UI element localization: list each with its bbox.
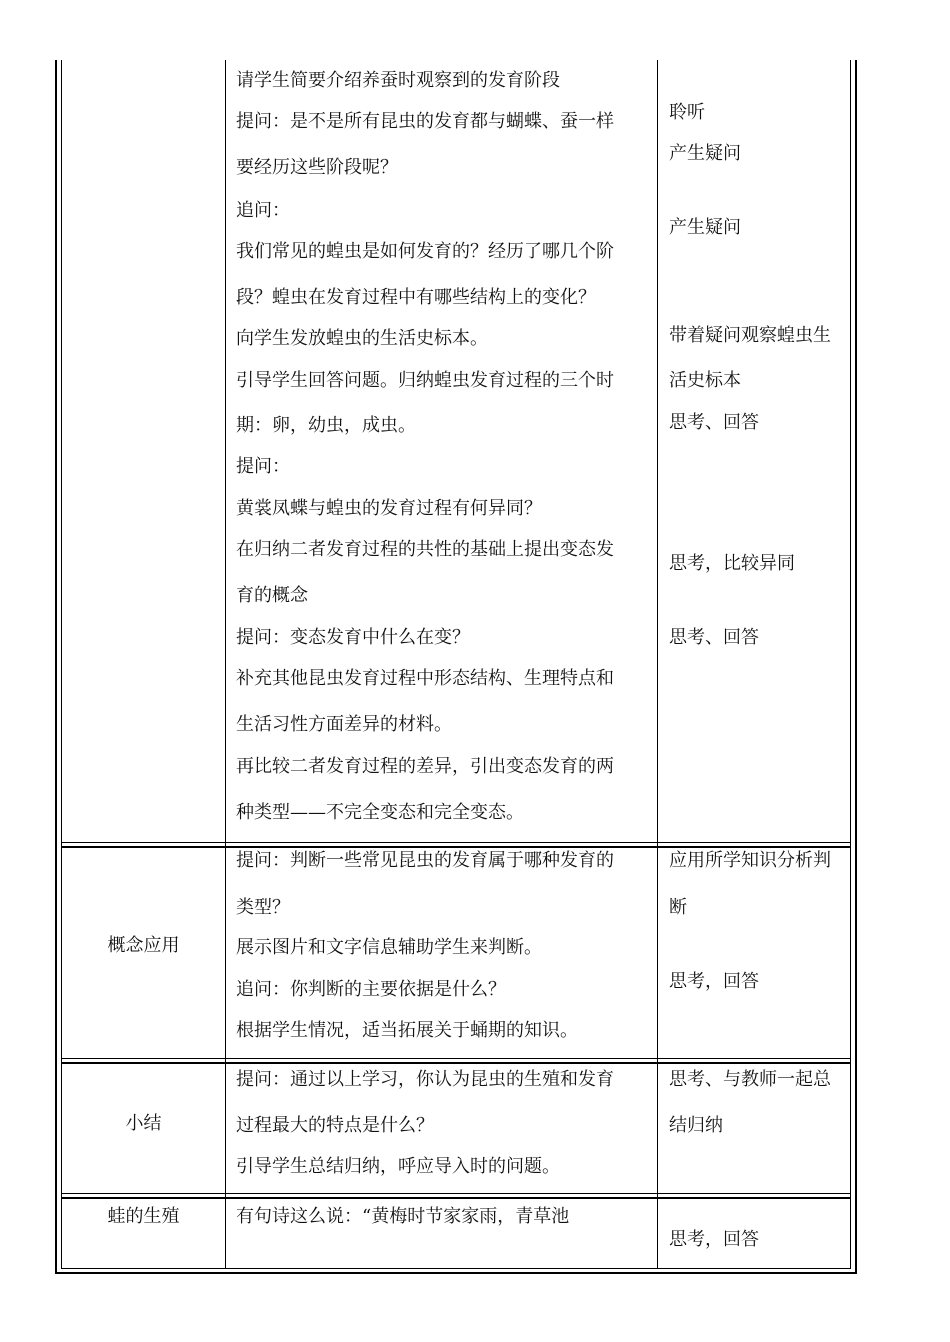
column-divider-2 <box>657 60 658 1269</box>
row1-student-line-5: 活史标本 <box>669 370 741 391</box>
row1-teacher-line-8: 引导学生回答问题。归纳蝗虫发育过程的三个时 <box>236 370 614 391</box>
row4-student-activities <box>669 0 849 1268</box>
row3-student-line-2: 结归纳 <box>669 1115 723 1136</box>
row2-student-line-3: 思考，回答 <box>669 971 759 992</box>
row1-teacher-line-9: 期：卵，幼虫，成虫。 <box>236 415 416 436</box>
table-border-left-outer <box>55 60 57 1274</box>
row2-teacher-line-3: 展示图片和文字信息辅助学生来判断。 <box>236 937 542 958</box>
row1-teacher-line-10: 提问： <box>236 456 290 477</box>
row1-teacher-line-7: 向学生发放蝗虫的生活史标本。 <box>236 328 488 349</box>
row3-teacher-line-3: 引导学生总结归纳，呼应导入时的问题。 <box>236 1156 560 1177</box>
row1-teacher-line-12: 在归纳二者发育过程的共性的基础上提出变态发 <box>236 539 614 560</box>
row1-student-line-1: 聆听 <box>669 102 705 123</box>
table-border-bottom-inner <box>61 1268 851 1269</box>
table-border-right-outer <box>855 60 857 1274</box>
row1-student-line-7: 思考，比较异同 <box>669 553 795 574</box>
row1-teacher-line-4: 追问： <box>236 200 290 221</box>
row1-teacher-line-16: 生活习性方面差异的材料。 <box>236 714 452 735</box>
row3-teacher-line-1: 提问：通过以上学习，你认为昆虫的生殖和发育 <box>236 1069 614 1090</box>
row1-teacher-line-18: 种类型——不完全变态和完全变态。 <box>236 802 524 823</box>
row1-teacher-line-5: 我们常见的蝗虫是如何发育的？经历了哪几个阶 <box>236 241 614 262</box>
row2-stage-label: 概念应用 <box>107 935 180 956</box>
row1-teacher-line-2: 提问：是不是所有昆虫的发育都与蝴蝶、蚕一样 <box>236 111 614 132</box>
row1-teacher-line-15: 补充其他昆虫发育过程中形态结构、生理特点和 <box>236 668 614 689</box>
row1-teacher-line-1: 请学生简要介绍养蚕时观察到的发育阶段 <box>236 70 560 91</box>
row1-student-line-8: 思考、回答 <box>669 627 759 648</box>
row2-teacher-line-5: 根据学生情况，适当拓展关于蛹期的知识。 <box>236 1020 578 1041</box>
row4-student-line-1: 思考，回答 <box>669 1229 759 1250</box>
table-border-bottom-outer <box>55 1272 857 1274</box>
row1-teacher-line-17: 再比较二者发育过程的差异，引出变态发育的两 <box>236 756 614 777</box>
row1-teacher-line-14: 提问：变态发育中什么在变？ <box>236 627 470 648</box>
row2-teacher-line-2: 类型？ <box>236 897 290 918</box>
row2-student-line-2: 断 <box>669 897 687 918</box>
table-border-right-inner <box>850 60 851 1269</box>
table-border-left-inner <box>61 60 62 1269</box>
row4-stage-label: 蛙的生殖 <box>107 1206 180 1227</box>
row1-student-line-3: 产生疑问 <box>669 217 741 238</box>
row2-student-line-1: 应用所学知识分析判 <box>669 850 831 871</box>
row1-student-line-6: 思考、回答 <box>669 412 759 433</box>
row3-stage-label: 小结 <box>125 1113 162 1134</box>
row1-teacher-line-3: 要经历这些阶段呢？ <box>236 157 398 178</box>
row2-teacher-line-4: 追问：你判断的主要依据是什么？ <box>236 979 506 1000</box>
row4-teacher-line-1: 有句诗这么说：“黄梅时节家家雨，青草池 <box>236 1206 570 1227</box>
row1-student-line-2: 产生疑问 <box>669 143 741 164</box>
row3-teacher-line-2: 过程最大的特点是什么？ <box>236 1115 434 1136</box>
row1-teacher-line-6: 段？蝗虫在发育过程中有哪些结构上的变化？ <box>236 287 596 308</box>
row3-student-line-1: 思考、与教师一起总 <box>669 1069 831 1090</box>
row2-teacher-line-1: 提问：判断一些常见昆虫的发育属于哪种发育的 <box>236 850 614 871</box>
row1-teacher-line-11: 黄裳凤蝶与蝗虫的发育过程有何异同？ <box>236 498 542 519</box>
row1-teacher-line-13: 育的概念 <box>236 585 308 606</box>
column-divider-1 <box>225 60 226 1269</box>
row1-student-line-4: 带着疑问观察蝗虫生 <box>669 325 831 346</box>
row4-teacher-activities <box>236 0 651 1268</box>
